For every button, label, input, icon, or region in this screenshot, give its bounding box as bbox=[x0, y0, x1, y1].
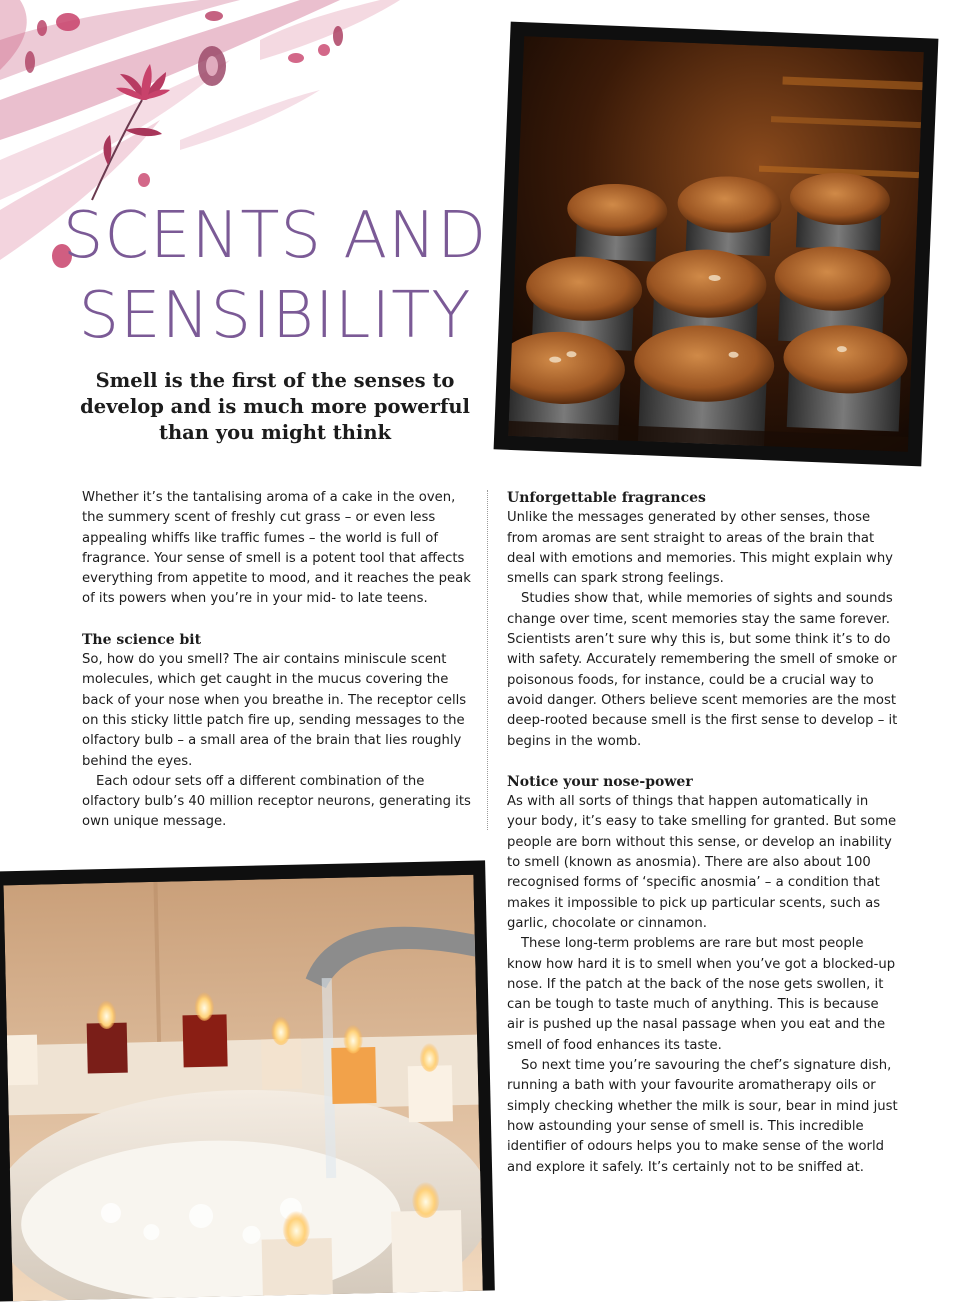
column-divider bbox=[487, 490, 488, 830]
body-paragraph: As with all sorts of things that happen automatically in your body, it’s easy to take smelling for granted. But some people are born without this sense, or develop an inability to smell (known as anosmia). There are also about 100 recognised forms of ‘specific anosmia’ – a condition that makes it impossible to pick up particular scents, such as garlic, chocolate or cinnamon. bbox=[507, 794, 897, 931]
bath-photo bbox=[0, 860, 495, 1301]
body-paragraph: Each odour sets off a different combination of the olfactory bulb’s 40 million receptor neurons, generating its own unique message. bbox=[82, 773, 471, 830]
section-heading-science: The science bit bbox=[82, 631, 202, 648]
title-line-2: SENSIBILITY bbox=[78, 279, 472, 353]
body-paragraph: Studies show that, while memories of sights and sounds change over time, scent memories stay the same forever. Scientists aren’t sure why this is, but some think it’s to do with safety. Accurately remembering the smell of smoke or poisonous foods, for instance, could be a crucial way to avoid danger. Others believe scent memories are the most deep-rooted because smell is the first sense to develop – it begins in the womb. bbox=[507, 591, 898, 749]
title-line-1: SCENTS AND bbox=[62, 199, 488, 273]
section-heading-nose-power: Notice your nose-power bbox=[507, 773, 693, 790]
section-heading-fragrances: Unforgettable fragrances bbox=[507, 490, 706, 506]
body-paragraph: So, how do you smell? The air contains miniscule scent molecules, which get caught in the mucus covering the back of your nose when you breathe in. The receptor cells on this sticky little patch fire up, sending messages to the olfactory bulb – a small area of the brain that lies roughly behind the eyes. bbox=[82, 652, 467, 769]
body-paragraph: So next time you’re savouring the chef’s signature dish, running a bath with your favourite aromatherapy oils or simply checking whether the milk is sour, bear in mind just how astounding your sense of smell is. This incredible identifier of odours helps you to make sense of the world and explore it safely. It’s certainly not to be sniffed at. bbox=[507, 1058, 898, 1175]
body-paragraph: Unlike the messages generated by other senses, those from aromas are sent straight to areas of the brain that deal with emotions and memories. This might explain why smells can spark strong feelings. bbox=[507, 510, 893, 587]
page-title bbox=[60, 196, 490, 356]
right-column bbox=[507, 488, 899, 1178]
intro-paragraph: Whether it’s the tantalising aroma of a cake in the oven, the summery scent of freshly cut grass – or even less appealing whiffs like traffic fumes – the world is full of fragrance. Your sense of smell is a potent tool that affects everything from appetite to mood, and it reaches the peak of its powers when you’re in your mid- to late teens. bbox=[82, 490, 471, 607]
muffins-photo bbox=[494, 22, 939, 467]
left-column bbox=[82, 488, 472, 833]
body-paragraph: These long-term problems are rare but most people know how hard it is to smell when you’ve got a blocked-up nose. If the patch at the back of the nose gets swollen, it can be tough to taste much of anything. This is because air is pushed up the nasal passage when you eat and the smell of food enhances its taste. bbox=[507, 936, 896, 1053]
muffins-image bbox=[508, 36, 924, 452]
subtitle: Smell is the first of the senses to develop and is much more powerful than you might think bbox=[80, 369, 470, 444]
bath-image bbox=[4, 875, 483, 1302]
